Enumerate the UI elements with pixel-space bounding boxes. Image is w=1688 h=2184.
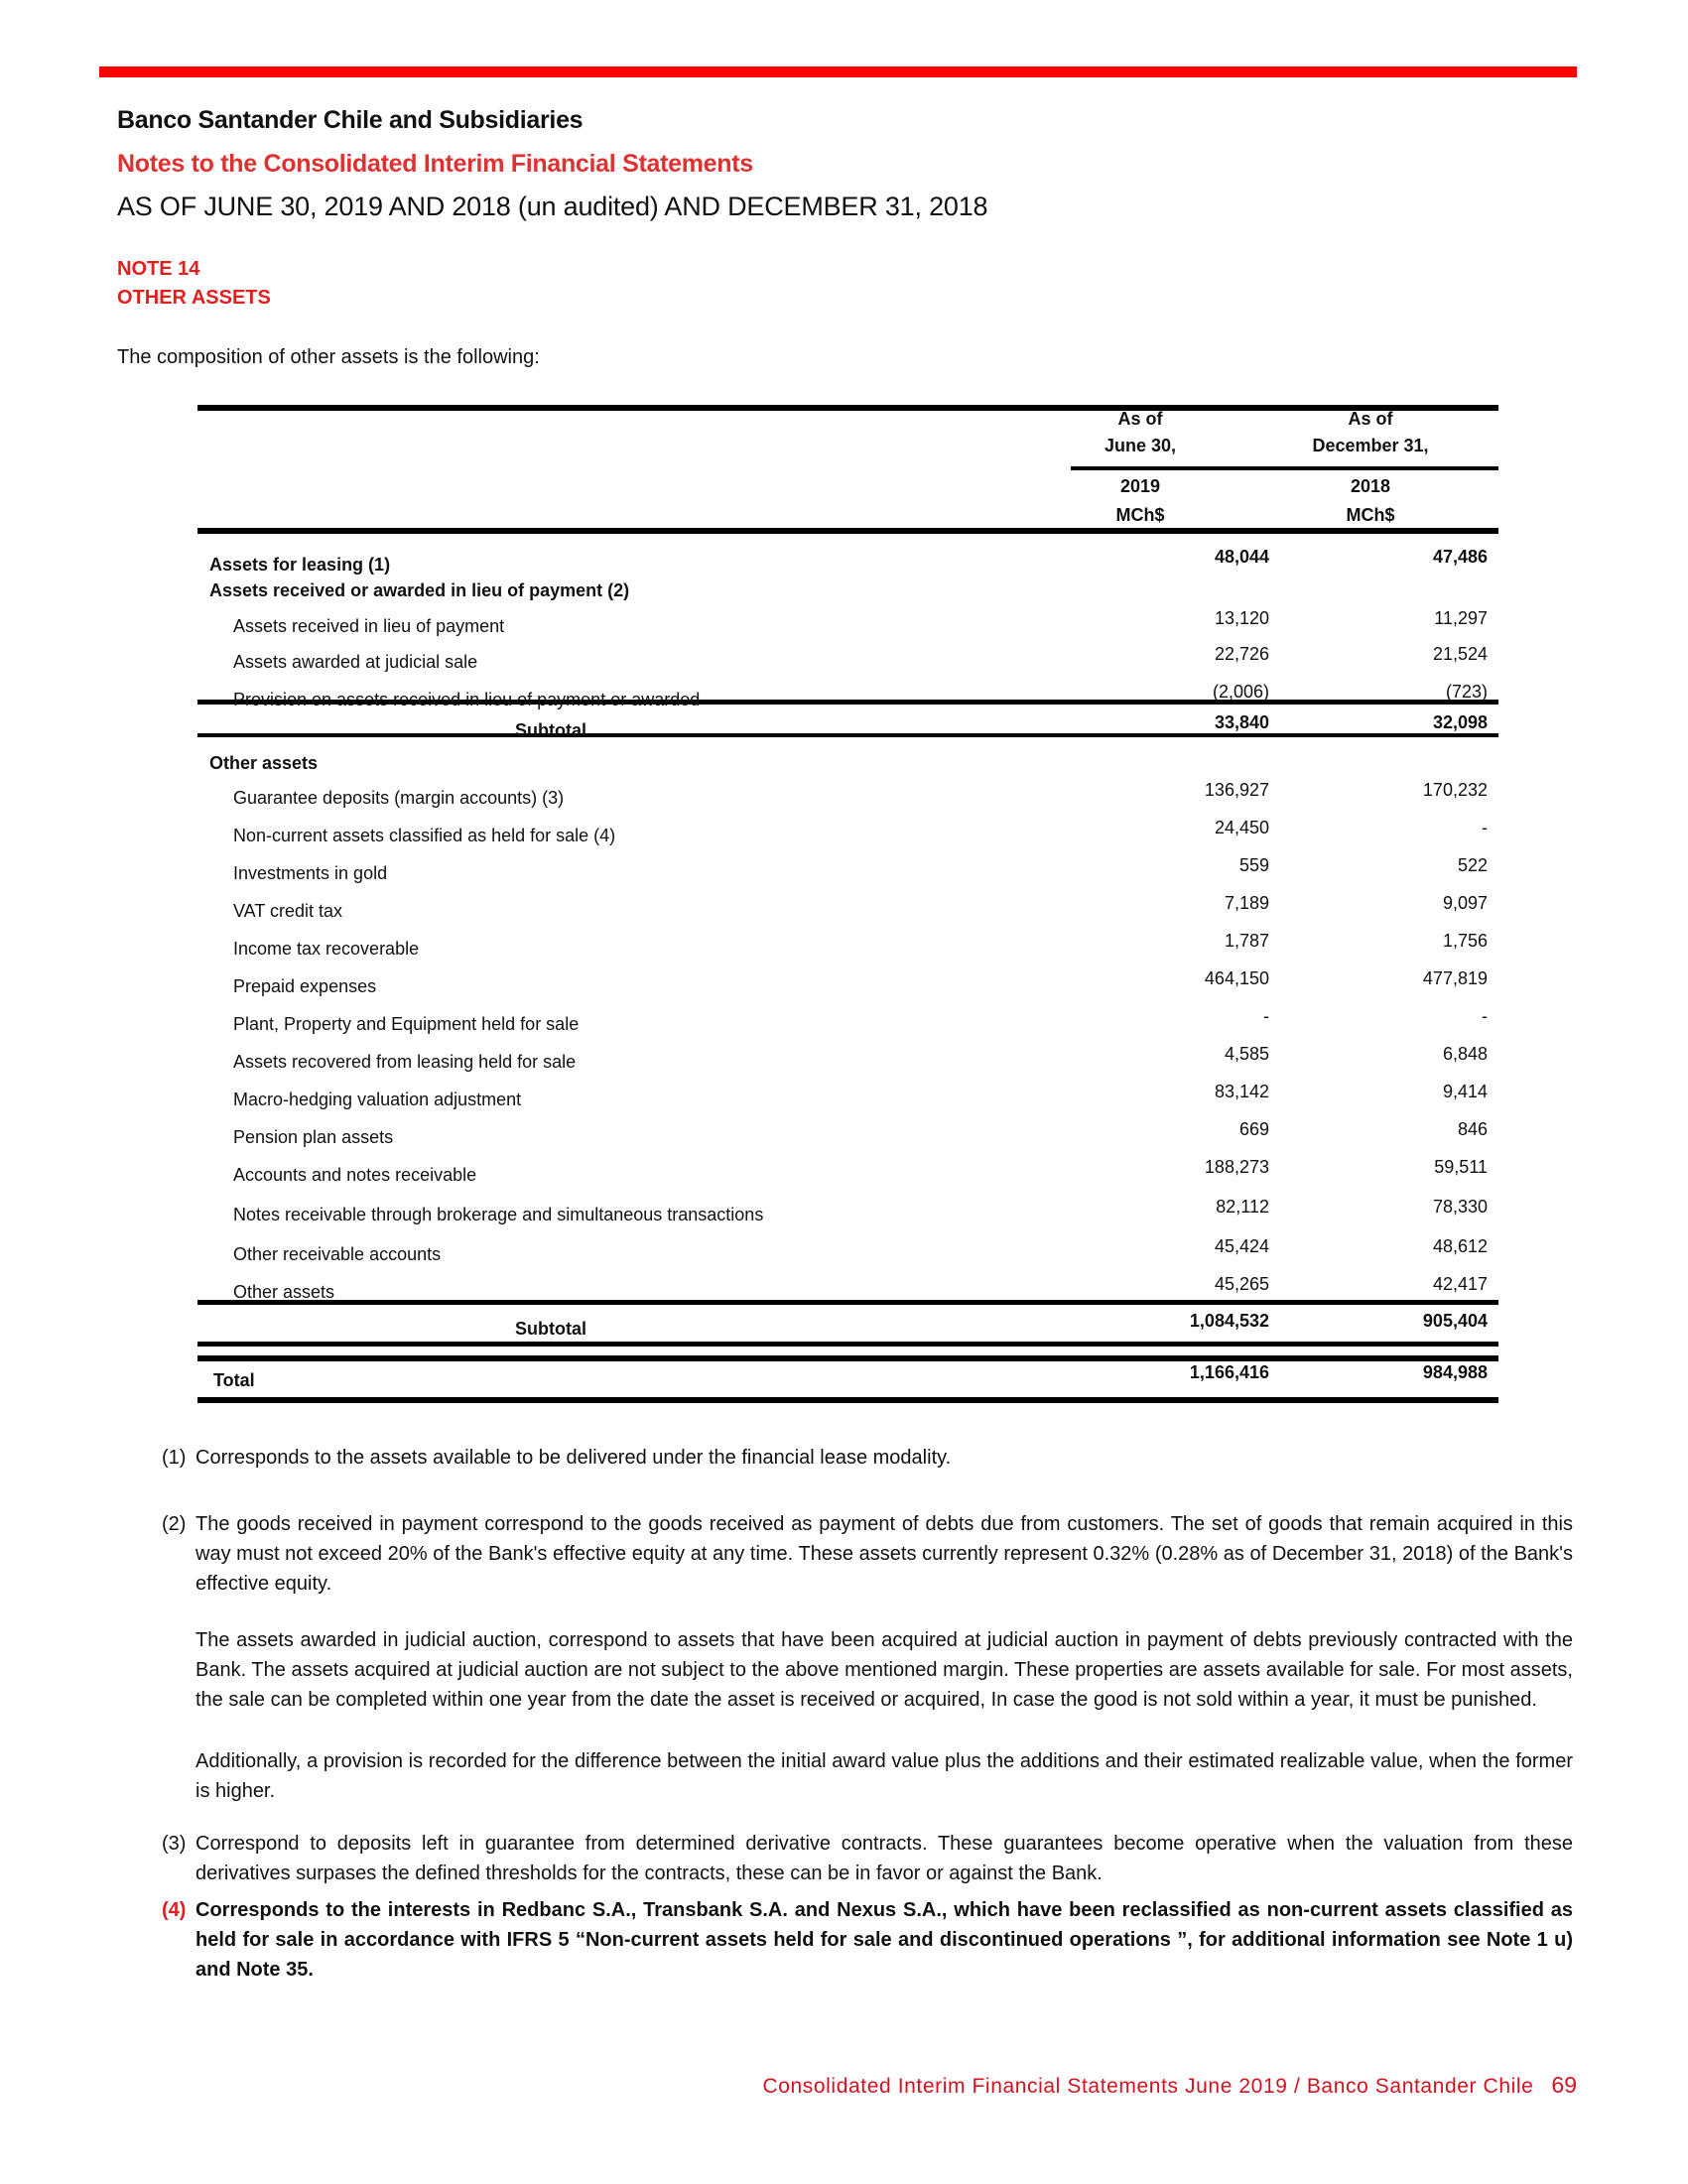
value-june-2019: 188,273 xyxy=(1204,1157,1269,1177)
note-number: NOTE 14 xyxy=(117,258,200,280)
table-row xyxy=(197,1199,1498,1228)
col-header-december-line1: As of xyxy=(1348,409,1393,429)
value-june-2019: 4,585 xyxy=(1224,1044,1269,1064)
value-june-2019: 1,787 xyxy=(1224,931,1269,951)
table-row xyxy=(197,747,1498,777)
value-december-2018: 32,098 xyxy=(1432,712,1488,732)
value-june-2019: 82,112 xyxy=(1216,1197,1269,1217)
value-december-2018: 522 xyxy=(1457,855,1488,875)
value-june-2019: 13,120 xyxy=(1214,608,1269,628)
table-row xyxy=(197,1121,1498,1151)
value-december-2018: 9,097 xyxy=(1442,893,1488,913)
row-label: Notes receivable through brokerage and simultaneous transactions xyxy=(233,1205,764,1224)
value-december-2018: 11,297 xyxy=(1434,608,1488,628)
as-of-date-line: AS OF JUNE 30, 2019 AND 2018 (un audited) AND DECEMBER 31, 2018 xyxy=(117,192,988,221)
footnote xyxy=(162,1895,1573,1985)
page-footer xyxy=(762,2072,1577,2099)
row-label: Income tax recoverable xyxy=(233,939,420,959)
table-rule xyxy=(197,1355,1498,1361)
table-row xyxy=(197,1008,1498,1038)
value-december-2018: 905,404 xyxy=(1422,1311,1488,1331)
col-header-december-line2: December 31, xyxy=(1312,436,1429,455)
total-row xyxy=(197,1364,1498,1394)
brand-top-rule xyxy=(99,66,1577,77)
value-june-2019: 1,084,532 xyxy=(1189,1311,1269,1331)
row-label: Prepaid expenses xyxy=(233,976,377,996)
table-row xyxy=(197,646,1498,676)
row-label: Accounts and notes receivable xyxy=(233,1165,477,1185)
row-label: Other assets xyxy=(233,1282,335,1302)
value-june-2019: 7,189 xyxy=(1224,893,1269,913)
value-june-2019: 48,044 xyxy=(1214,547,1269,567)
table-row xyxy=(197,684,1498,713)
footnote-text: Corresponds to the assets available to be delivered under the financial lease modality. xyxy=(195,1447,952,1469)
value-june-2019: 136,927 xyxy=(1204,780,1269,800)
row-label: Assets received or awarded in lieu of payment (2) xyxy=(209,580,630,600)
footnote-marker: (2) xyxy=(162,1513,187,1535)
row-label: Provision on assets received in lieu of payment or awarded xyxy=(233,690,701,709)
footnote-marker: (1) xyxy=(162,1447,187,1469)
value-december-2018: (723) xyxy=(1445,682,1488,702)
col-header-june-line1: As of xyxy=(1117,409,1163,429)
table-row xyxy=(197,857,1498,887)
footer-text: Consolidated Interim Financial Statements June 2019 / Banco Santander Chile xyxy=(762,2075,1534,2098)
value-june-2019: 24,450 xyxy=(1214,818,1269,837)
row-label: Assets received in lieu of payment xyxy=(233,616,505,636)
value-december-2018: 170,232 xyxy=(1422,780,1488,800)
footnote xyxy=(195,1746,1573,1806)
row-label: Guarantee deposits (margin accounts) (3) xyxy=(233,788,565,808)
document-subtitle: Notes to the Consolidated Interim Financial Statements xyxy=(117,150,753,178)
value-june-2019: (2,006) xyxy=(1212,682,1269,702)
footnote-text: The goods received in payment correspond to the goods received as payment of debts due from customers. The set of goods that remain acquired in this way must not exceed 20% of the Bank's effective equity at any time. These assets currently represent 0.32% (0.28% as of December 31, 2018) of the Bank's effective equity. xyxy=(195,1513,1573,1595)
row-label: Non-current assets classified as held for sale (4) xyxy=(233,826,616,845)
note-intro: The composition of other assets is the following: xyxy=(117,346,540,368)
table-row xyxy=(197,1159,1498,1189)
value-december-2018: 47,486 xyxy=(1432,547,1488,567)
value-december-2018: 846 xyxy=(1457,1119,1488,1139)
value-june-2019: 45,424 xyxy=(1214,1236,1269,1256)
value-june-2019: 669 xyxy=(1238,1119,1269,1139)
value-december-2018: - xyxy=(1482,1006,1488,1026)
row-label: Subtotal xyxy=(515,1319,586,1339)
table-row xyxy=(197,610,1498,640)
row-label: Macro-hedging valuation adjustment xyxy=(233,1090,522,1109)
value-december-2018: 78,330 xyxy=(1432,1197,1488,1217)
value-december-2018: 6,848 xyxy=(1442,1044,1488,1064)
table-row xyxy=(197,1084,1498,1113)
subtotal-row xyxy=(197,714,1498,744)
column-group-rule xyxy=(1071,466,1498,470)
value-december-2018: 9,414 xyxy=(1442,1082,1488,1101)
row-label: Other assets xyxy=(209,753,319,773)
value-december-2018: 21,524 xyxy=(1432,644,1488,664)
table-row xyxy=(197,575,1498,604)
table-row xyxy=(197,970,1498,1000)
value-june-2019: 33,840 xyxy=(1214,712,1269,732)
footnote-marker: (4) xyxy=(162,1899,187,1921)
value-december-2018: 59,511 xyxy=(1434,1157,1488,1177)
footnote-text: Correspond to deposits left in guarantee from determined derivative contracts. These guarantees become operative when the valuation from these derivatives surpases the defined thresholds for the contracts, these can be in favor or against the Bank. xyxy=(195,1833,1573,1884)
value-december-2018: 477,819 xyxy=(1422,968,1488,988)
table-rule xyxy=(197,1397,1498,1403)
col-header-june-line2: June 30, xyxy=(1104,436,1177,455)
col-header-june-year: 2019 xyxy=(1119,476,1161,496)
value-june-2019: 83,142 xyxy=(1214,1082,1269,1101)
row-label: Pension plan assets xyxy=(233,1127,394,1147)
table-row xyxy=(197,933,1498,963)
value-december-2018: - xyxy=(1482,818,1488,837)
row-label: Total xyxy=(213,1370,255,1390)
table-row xyxy=(197,1276,1498,1306)
value-june-2019: 559 xyxy=(1238,855,1269,875)
footnote-marker: (3) xyxy=(162,1833,187,1855)
page-number: 69 xyxy=(1551,2072,1577,2098)
table-row xyxy=(197,782,1498,812)
company-name: Banco Santander Chile and Subsidiaries xyxy=(117,106,584,134)
value-june-2019: 22,726 xyxy=(1214,644,1269,664)
row-label: Investments in gold xyxy=(233,863,388,883)
value-december-2018: 42,417 xyxy=(1432,1274,1488,1294)
footnote xyxy=(195,1625,1573,1715)
table-row xyxy=(197,1046,1498,1076)
col-header-june-unit: MCh$ xyxy=(1115,505,1165,525)
value-june-2019: 464,150 xyxy=(1204,968,1269,988)
row-label: Other receivable accounts xyxy=(233,1244,442,1264)
value-december-2018: 1,756 xyxy=(1442,931,1488,951)
subtotal-row xyxy=(197,1313,1498,1343)
footnote xyxy=(162,1829,1573,1888)
table-row xyxy=(197,895,1498,925)
col-header-december-unit: MCh$ xyxy=(1346,505,1395,525)
row-label: Assets awarded at judicial sale xyxy=(233,652,478,672)
col-header-december-year: 2018 xyxy=(1350,476,1391,496)
row-label: Assets for leasing (1) xyxy=(209,555,391,575)
note-title: OTHER ASSETS xyxy=(117,287,271,309)
value-june-2019: - xyxy=(1263,1006,1269,1026)
row-label: Assets recovered from leasing held for sale xyxy=(233,1052,577,1072)
footnote xyxy=(162,1509,1573,1599)
value-december-2018: 984,988 xyxy=(1422,1362,1488,1382)
row-label: VAT credit tax xyxy=(233,901,343,921)
value-june-2019: 45,265 xyxy=(1214,1274,1269,1294)
value-june-2019: 1,166,416 xyxy=(1189,1362,1269,1382)
row-label: Plant, Property and Equipment held for sale xyxy=(233,1014,580,1034)
footnote-text: Corresponds to the interests in Redbanc S.A., Transbank S.A. and Nexus S.A., which have been reclassified as non-current assets classified as held for sale in accordance with IFRS 5 “Non-current assets held for sale and discontinued operations ”, for additional information see Note 1 u) and Note 35. xyxy=(195,1899,1573,1981)
footnote-text: Additionally, a provision is recorded for the difference between the initial award value plus the additions and their estimated realizable value, when the former is higher. xyxy=(195,1750,1573,1802)
header-bottom-rule xyxy=(197,528,1498,534)
value-december-2018: 48,612 xyxy=(1432,1236,1488,1256)
footnote xyxy=(162,1443,1573,1473)
footnote-text: The assets awarded in judicial auction, correspond to assets that have been acquired at judicial auction in payment of debts previously contracted with the Bank. The assets acquired at judicial auction are not subject to the above mentioned margin. These properties are assets available for sale. For most assets, the sale can be completed within one year from the date the asset is received or acquired, In case the good is not sold within a year, it must be punished. xyxy=(195,1629,1573,1711)
table-row xyxy=(197,1238,1498,1268)
table-row xyxy=(197,820,1498,849)
row-label: Subtotal xyxy=(515,720,586,740)
